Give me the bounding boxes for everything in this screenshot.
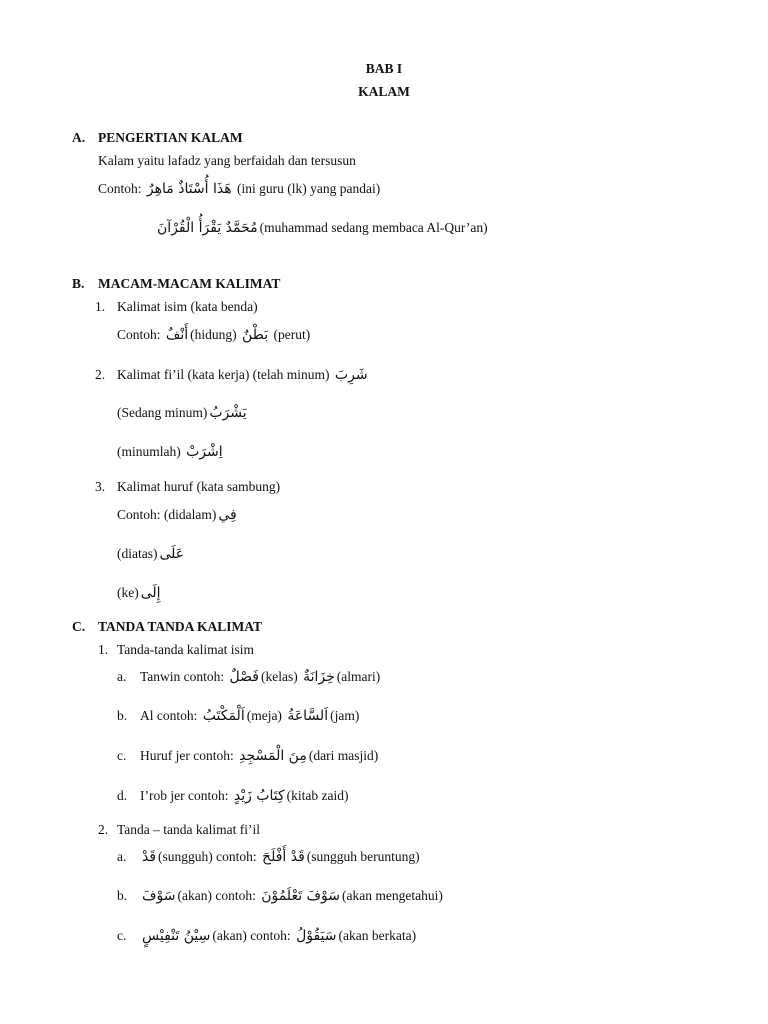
kalimat-fiil-example-2 (117, 443, 225, 461)
example-translation: (meja) (246, 708, 282, 723)
saufa-example (140, 887, 443, 905)
example-translation: (minumlah) (117, 444, 181, 459)
kalimat-huruf-label: Kalimat huruf (kata sambung) (117, 479, 281, 494)
section-a-example-1 (98, 180, 380, 198)
list-number: 1. (95, 299, 106, 314)
sub-letter: b. (117, 888, 128, 903)
example-prefix: Contoh: (117, 327, 161, 342)
sin-tanfis-example (140, 927, 416, 945)
example-prefix: Tanwin contoh: (140, 669, 225, 684)
example-translation: (hidung) (190, 327, 237, 342)
arabic-text: إِلَى (140, 585, 161, 601)
arabic-text: عَلَى (159, 546, 185, 562)
example-translation: (akan) contoh: (212, 928, 291, 943)
arabic-text: سَيَقُوْلُ (296, 928, 337, 944)
sub-letter: c. (117, 748, 127, 763)
chapter-title: KALAM (358, 84, 410, 99)
section-a-title: PENGERTIAN KALAM (98, 130, 243, 145)
section-b-title: MACAM-MACAM KALIMAT (98, 276, 281, 291)
sub-letter: a. (117, 669, 127, 684)
example-translation: (Sedang minum) (117, 405, 208, 420)
kalimat-huruf-example-3 (117, 584, 163, 602)
tanda-isim-label: Tanda-tanda kalimat isim (117, 642, 255, 657)
section-c-letter: C. (72, 619, 86, 634)
example-translation: (dari masjid) (308, 748, 379, 763)
arabic-text: فَصْلٌ (229, 669, 259, 685)
example-prefix: Contoh: (117, 507, 161, 522)
arabic-text: سِيْنُ تَنْفِيْسٍ (142, 928, 211, 944)
huruf-jer-example (140, 747, 378, 765)
section-a-definition: Kalam yaitu lafadz yang berfaidah dan tersusun (98, 153, 356, 168)
arabic-text: اَلسَّاعَةُ (287, 708, 329, 724)
arabic-text: قَدْ أَفْلَحَ (262, 849, 305, 865)
kalimat-fiil-text: Kalimat fi’il (kata kerja) (telah minum) (117, 367, 330, 382)
qad-example (140, 848, 420, 866)
arabic-text: قَدْ (142, 849, 157, 865)
example-translation: (akan) contoh: (177, 888, 256, 903)
example-translation: (sungguh beruntung) (306, 849, 420, 864)
chapter-number: BAB I (365, 61, 403, 76)
sub-letter: a. (117, 849, 127, 864)
kalimat-fiil-label (117, 366, 370, 384)
arabic-text: مُحَمَّدٌ يَقْرَأُ الْقُرْآنَ (157, 220, 258, 236)
list-number: 3. (95, 479, 106, 494)
section-c-title: TANDA TANDA KALIMAT (98, 619, 263, 634)
example-translation: (kitab zaid) (286, 788, 349, 803)
arabic-text: فِي (218, 507, 237, 523)
al-example (140, 707, 359, 725)
kalimat-huruf-example-1 (117, 506, 239, 524)
example-translation: (akan berkata) (338, 928, 417, 943)
example-translation: (muhammad sedang membaca Al-Qur’an) (259, 220, 488, 235)
tanda-fiil-label: Tanda – tanda kalimat fi’il (117, 822, 261, 837)
arabic-text: سَوْفَ (142, 888, 176, 904)
sub-letter: b. (117, 708, 128, 723)
example-translation: (jam) (330, 708, 360, 723)
list-number: 2. (98, 822, 109, 837)
arabic-text: يَشْرَبُ (209, 405, 247, 421)
kalimat-isim-example (117, 326, 310, 344)
example-prefix: I’rob jer contoh: (140, 788, 229, 803)
sub-letter: d. (117, 788, 128, 803)
arabic-text: اِشْرَبْ (186, 444, 223, 460)
arabic-text: كِتَابُ زَيْدٍ (233, 788, 285, 804)
example-prefix: Huruf jer contoh: (140, 748, 234, 763)
arabic-text: شَرِبَ (334, 367, 368, 383)
arabic-text: هَذَا أُسْتَاذٌ مَاهِرٌ (146, 181, 232, 197)
example-translation: (ke) (117, 585, 139, 600)
arabic-text: اَلْمَكْتَبُ (202, 708, 245, 724)
section-a-example-2 (155, 219, 488, 237)
example-translation: (ini guru (lk) yang pandai) (237, 181, 381, 196)
kalimat-isim-label: Kalimat isim (kata benda) (117, 299, 258, 314)
kalimat-fiil-example-1 (117, 404, 249, 422)
example-translation: (kelas) (260, 669, 298, 684)
example-translation: (diatas) (117, 546, 158, 561)
example-translation: (perut) (273, 327, 311, 342)
list-number: 2. (95, 367, 106, 382)
section-a-letter: A. (72, 130, 86, 145)
sub-letter: c. (117, 928, 127, 943)
example-translation: (didalam) (163, 507, 217, 522)
example-prefix: Contoh: (98, 181, 142, 196)
arabic-text: أَنْفٌ (165, 327, 189, 343)
arabic-text: بَطْنٌ (242, 327, 269, 343)
section-b-letter: B. (72, 276, 85, 291)
example-prefix: Al contoh: (140, 708, 198, 723)
arabic-text: مِنَ الْمَسْجِدِ (239, 748, 307, 764)
arabic-text: خِزَانَةٌ (303, 669, 335, 685)
list-number: 1. (98, 642, 109, 657)
kalimat-huruf-example-2 (117, 545, 186, 563)
example-translation: (almari) (336, 669, 381, 684)
example-translation: (akan mengetahui) (342, 888, 443, 903)
tanwin-example (140, 668, 380, 686)
irob-jer-example (140, 787, 349, 805)
arabic-text: سَوْفَ تَعْلَمُوْنَ (261, 888, 341, 904)
example-translation: (sungguh) contoh: (158, 849, 257, 864)
